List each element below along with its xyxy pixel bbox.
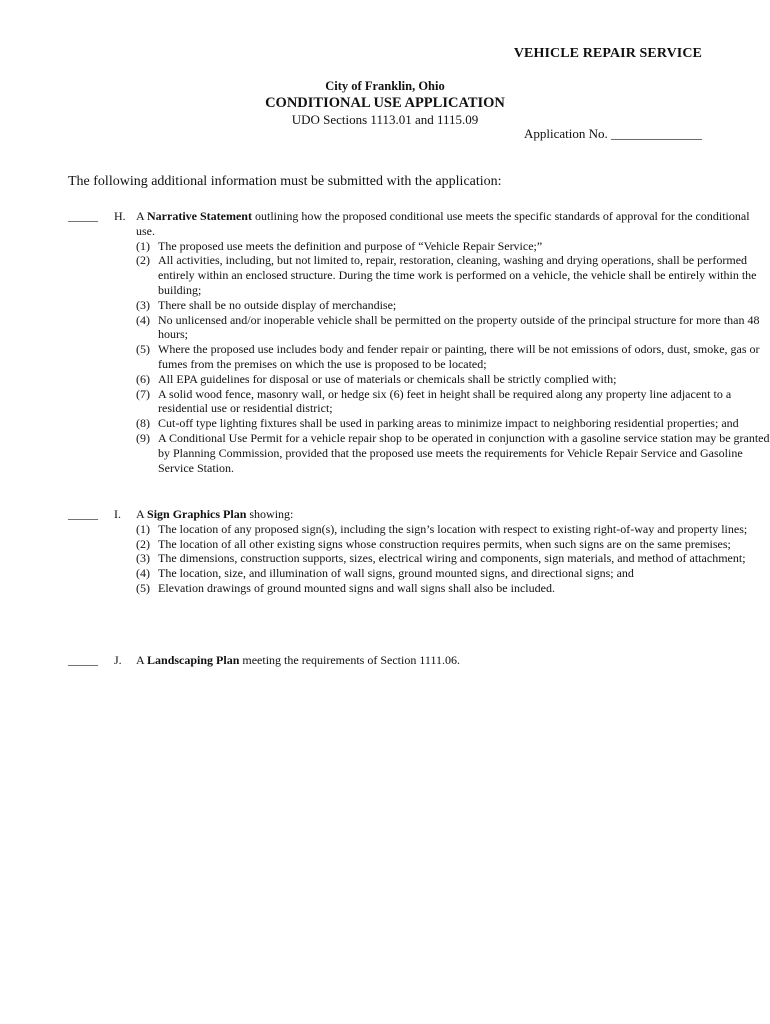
checkbox-blank[interactable]: _____ — [68, 653, 98, 667]
list-item: (1) The location of any proposed sign(s), including the sign’s location with respect to existing right-of-way and property lines; — [136, 521, 748, 536]
document-title: VEHICLE REPAIR SERVICE — [513, 46, 702, 61]
list-item: (2) The location of all other existing signs whose construction requires permits, when such signs are on the same premises; — [136, 536, 731, 551]
city-name: City of Franklin, Ohio — [325, 79, 445, 93]
application-number: Application No. ______________ — [523, 126, 702, 141]
list-item: (5) Elevation drawings of ground mounted signs and wall signs shall also be included. — [136, 580, 555, 595]
section-lead: A Narrative Statement outlining how the proposed conditional use meets the specific standards of approval for the conditional use. — [136, 209, 750, 238]
section-body — [136, 507, 770, 596]
section-letter: H. — [114, 209, 126, 223]
section-body — [136, 653, 770, 668]
list-item: (6) All EPA guidelines for disposal or use of materials or chemicals shall be strictly complied with; — [136, 371, 617, 386]
section-letter: J. — [114, 653, 122, 667]
section-lead: A Landscaping Plan meeting the requirements of Section 1111.06. — [136, 653, 461, 667]
form-title: CONDITIONAL USE APPLICATION — [265, 95, 505, 111]
list-item: (5) Where the proposed use includes body and fender repair or painting, there will be not emissions of odors, dust, smoke, gas or fumes from the premises on which the use is proposed to be located; — [136, 342, 760, 371]
udo-sections: UDO Sections 1113.01 and 1115.09 — [291, 112, 479, 127]
checkbox-blank[interactable]: _____ — [68, 209, 98, 223]
section-lead-bold: Landscaping Plan — [147, 653, 240, 667]
list-item: (9) A Conditional Use Permit for a vehicle repair shop to be operated in conjunction with a gasoline service station may be granted by Planning Commission, provided that the proposed use meets the requirements for Vehicle Repair Service and Gasoline Service Station. — [136, 430, 770, 475]
section-lead-bold: Narrative Statement — [147, 209, 252, 223]
list-item: (4) No unlicensed and/or inoperable vehicle shall be permitted on the property outside of the principal structure for more than 48 hours; — [136, 312, 760, 342]
list-item: (3) The dimensions, construction supports, sizes, electrical wiring and components, sign materials, and method of attachment; — [136, 551, 746, 566]
section-lead: A Sign Graphics Plan showing: — [136, 507, 294, 521]
list-item: (4) The location, size, and illumination of wall signs, ground mounted signs, and directional signs; and — [136, 566, 634, 581]
section-body — [136, 209, 770, 475]
section-letter: I. — [114, 507, 121, 521]
list-item: (1) The proposed use meets the definition and purpose of “Vehicle Repair Service;” — [136, 238, 543, 253]
intro-text: The following additional information must be submitted with the application: — [68, 174, 502, 189]
header-block — [0, 78, 770, 128]
list-item: (8) Cut-off type lighting fixtures shall be used in parking areas to minimize impact to neighboring residential properties; and — [136, 416, 739, 431]
checkbox-blank[interactable]: _____ — [68, 507, 98, 521]
section-lead-bold: Sign Graphics Plan — [147, 507, 247, 521]
list-item: (7) A solid wood fence, masonry wall, or hedge six (6) feet in height shall be required along any property line adjacent to a residential use or residential district; — [136, 386, 732, 416]
requirement-list — [136, 239, 770, 476]
requirement-list — [136, 522, 770, 596]
list-item: (3) There shall be no outside display of merchandise; — [136, 297, 397, 312]
list-item: (2) All activities, including, but not limited to, repair, restoration, cleaning, washing and drying operations, shall be performed entirely within an enclosed structure. During the time work is performed on a vehicle, the vehicle shall be entirely within the building; — [136, 253, 757, 297]
